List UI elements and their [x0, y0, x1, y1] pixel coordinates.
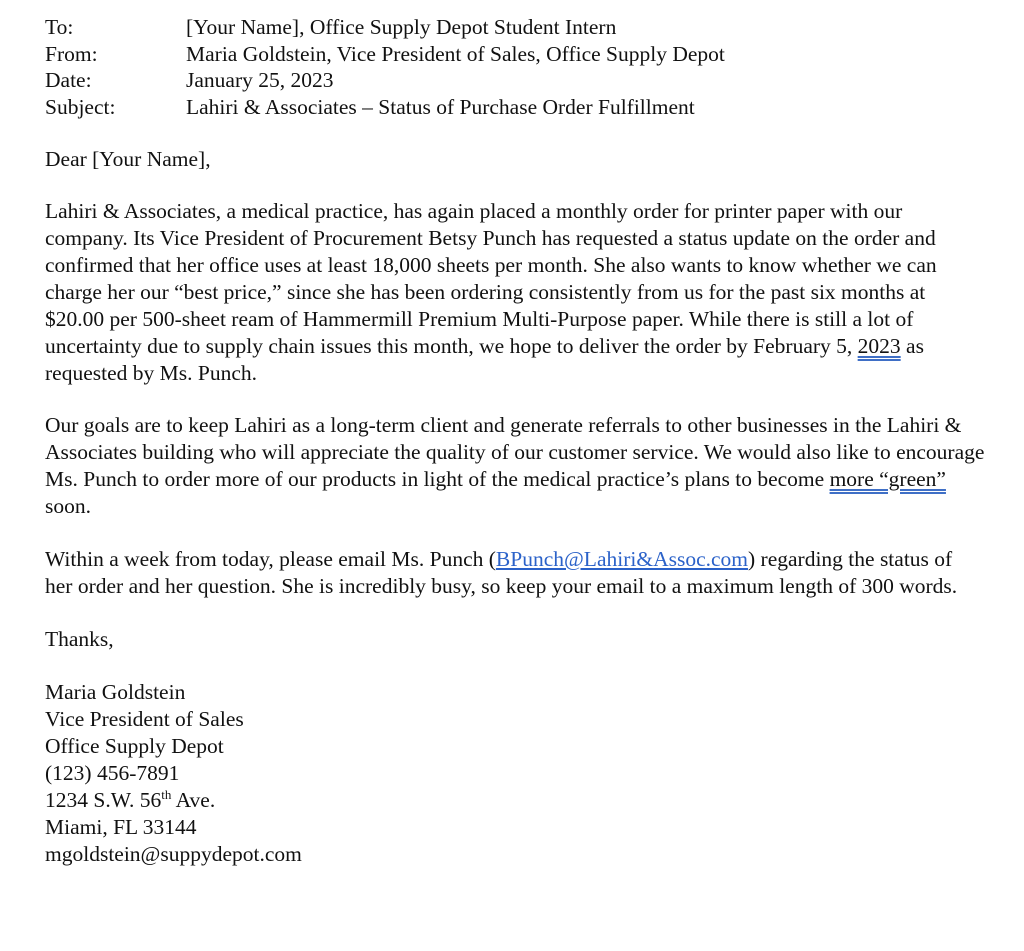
address-street: 1234 S.W. 56: [45, 788, 162, 812]
paragraph-2-end: soon.: [45, 494, 91, 518]
signature-company: Office Supply Depot: [45, 734, 224, 758]
paragraph-3-text: Within a week from today, please email Ms. Punch (: [45, 547, 496, 571]
paragraph-goals: [45, 412, 985, 520]
signature-email: mgoldstein@suppydepot.com: [45, 842, 302, 866]
paragraph-order-status: [45, 198, 985, 387]
memo-from-row: [45, 41, 725, 68]
to-value: [Your Name], Office Supply Depot Student Intern: [186, 15, 617, 39]
grammar-flag-year[interactable]: 2023: [857, 334, 901, 358]
signature-address: [45, 787, 985, 814]
closing: Thanks,: [45, 627, 114, 651]
memo-header: [45, 14, 725, 120]
date-label: Date:: [45, 68, 92, 92]
paragraph-1-end: as requested by Ms. Punch.: [45, 334, 924, 385]
signature-name: Maria Goldstein: [45, 680, 186, 704]
paragraph-1-text: Lahiri & Associates, a medical practice, has again placed a monthly order for printer paper with our company. Its Vice President of Procurement Betsy Punch has requested a status update on the order and confirmed that her office uses at least 18,000 sheets per month. She also wants to know whether we can charge her our “best price,” since she has been ordering consistently from us for the past six months at $20.00 per 500-sheet ream of Hammermill Premium Multi-Purpose paper. While there is still a lot of uncertainty due to supply chain issues this month, we hope to deliver the order by February 5,: [45, 199, 937, 358]
signature-block: [45, 679, 985, 868]
from-label: From:: [45, 41, 98, 66]
paragraph-2-text: Our goals are to keep Lahiri as a long-term client and generate referrals to other businesses in the Lahiri & Associates building who will appreciate the quality of our customer service. We would also like to encourage Ms. Punch to order more of our products in light of the medical practice’s plans to become: [45, 413, 985, 491]
subject-label: Subject:: [45, 94, 116, 119]
signature-phone: (123) 456-7891: [45, 761, 180, 785]
memo-date-row: [45, 67, 725, 94]
signature-title: Vice President of Sales: [45, 707, 244, 731]
address-avenue: Ave.: [171, 788, 216, 812]
memo-to-row: [45, 14, 725, 41]
from-value: Maria Goldstein, Vice President of Sales, Office Supply Depot: [186, 41, 725, 66]
to-label: To:: [45, 15, 74, 39]
memo-subject-row: [45, 94, 725, 121]
address-ordinal: th: [161, 786, 172, 802]
signature-city: Miami, FL 33144: [45, 815, 197, 839]
paragraph-instructions: [45, 546, 985, 600]
greeting: Dear [Your Name],: [45, 147, 211, 171]
grammar-flag-green[interactable]: more “green”: [829, 467, 946, 491]
subject-value: Lahiri & Associates – Status of Purchase Order Fulfillment: [186, 94, 695, 119]
paragraph-3-end: ) regarding the status of her order and her question. She is incredibly busy, so keep your email to a maximum length of 300 words.: [45, 547, 958, 598]
memo-document: [45, 14, 985, 868]
date-value: January 25, 2023: [186, 68, 334, 92]
email-link[interactable]: BPunch@Lahiri&Assoc.com: [495, 547, 749, 571]
